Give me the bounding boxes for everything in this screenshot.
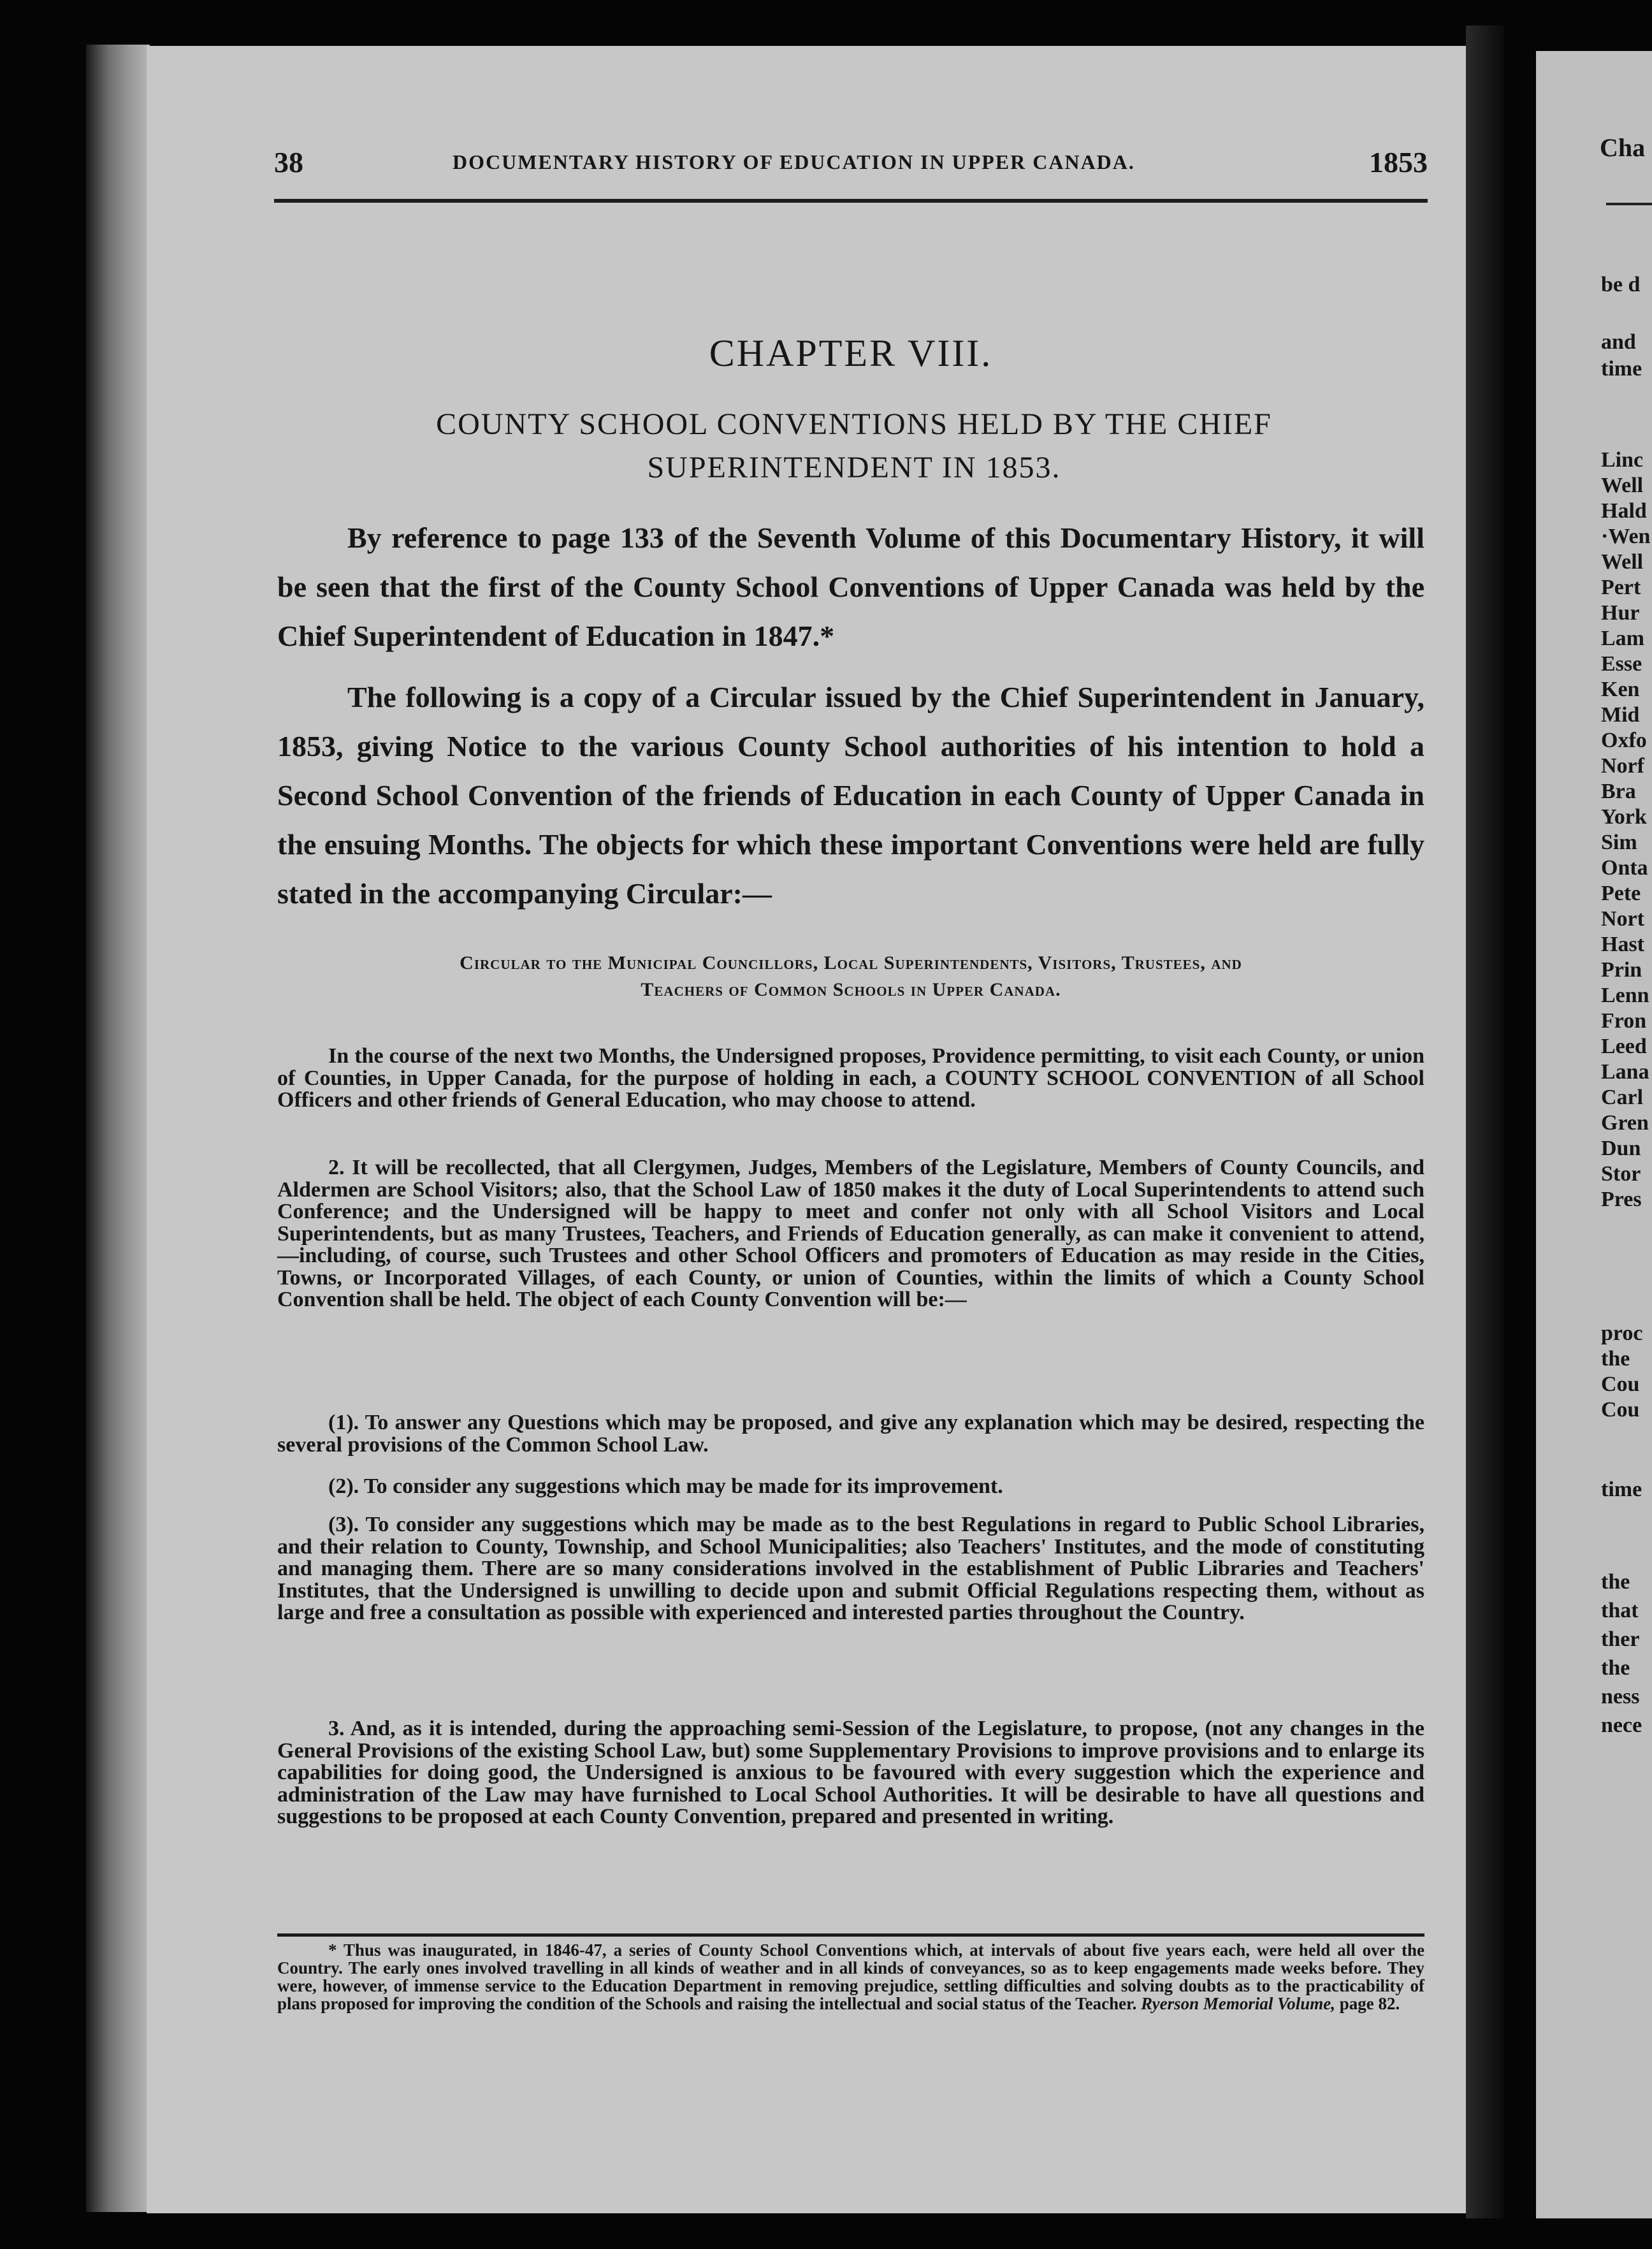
- chapter-subtitle-line: COUNTY SCHOOL CONVENTIONS HELD BY THE CHIEF: [436, 407, 1272, 441]
- chapter-title: CHAPTER VIII.: [709, 332, 993, 374]
- circular-heading-line: Teachers of Common Schools in Upper Canada.: [641, 979, 1061, 1000]
- facing-page-line: Oxfo: [1601, 729, 1647, 752]
- facing-page-line: Bra: [1601, 780, 1636, 803]
- circular-paragraph: (3). To consider any suggestions which may be made as to the best Regulations in regard to Public School Libraries, and their relation to County, Township, and School Municipalities; also Teachers' Institutes, and the mode of constituting and managing them. There are so many considerations involved in the establishment of Public Libraries and Teachers' Institutes, that the Undersigned is unwilling to decide upon and submit Official Regulations respecting them, without as large and free a consultation as possible with experienced and interested parties throughout the Country.: [277, 1513, 1424, 1624]
- facing-page-line: Carl: [1601, 1086, 1644, 1109]
- footnote-rule: [277, 1933, 1424, 1937]
- circular-heading-line: Circular to the Municipal Councillors, Local Superintendents, Visitors, Trustees, and: [460, 952, 1242, 973]
- facing-page-line: Pete: [1601, 882, 1641, 905]
- facing-page-line: nece: [1601, 1714, 1642, 1737]
- facing-page-line: Prin: [1601, 958, 1642, 982]
- running-title: DOCUMENTARY HISTORY OF EDUCATION IN UPPER CANADA.: [453, 150, 1135, 173]
- circular-heading: [274, 950, 1428, 1003]
- facing-page-line: ness: [1601, 1685, 1640, 1708]
- running-header: [274, 145, 1428, 184]
- page-edge: [86, 45, 150, 2212]
- facing-page-line: Hast: [1601, 933, 1644, 956]
- facing-page-line: Well: [1601, 474, 1644, 497]
- facing-page-line: Dun: [1601, 1137, 1641, 1160]
- circular-paragraph: In the course of the next two Months, the Undersigned proposes, Providence permitting, to visit each County, or union of Counties, in Upper Canada, for the purpose of holding in each, a COUNTY SCHOOL CONVENTION of all School Officers and other friends of General Education, who may choose to attend.: [277, 1044, 1424, 1112]
- facing-page-line: Norf: [1601, 754, 1644, 778]
- facing-page-line: time: [1601, 1478, 1642, 1501]
- facing-page-line: ther: [1601, 1627, 1640, 1651]
- facing-page-line: Leed: [1601, 1035, 1647, 1058]
- facing-page-line: Stor: [1601, 1162, 1641, 1186]
- footnote-citation: Ryerson Memorial Volume,: [1141, 1994, 1335, 2013]
- intro-paragraph: By reference to page 133 of the Seventh Volume of this Documentary History, it will be seen that the first of the County School Conventions of Upper Canada was held by the Chief Superintendent of Education in 1847.*: [277, 521, 1424, 652]
- chapter-subtitle: [319, 403, 1389, 490]
- facing-page-line: York: [1601, 805, 1647, 829]
- header-year: 1853: [1369, 146, 1428, 178]
- facing-page-line: the: [1601, 1570, 1630, 1594]
- chapter-subtitle-line: SUPERINTENDENT IN 1853.: [647, 451, 1061, 484]
- facing-page-line: Hur: [1601, 601, 1640, 625]
- facing-page-header: Cha: [1600, 133, 1646, 162]
- facing-page-line: Nort: [1601, 907, 1644, 931]
- facing-page-line: Pert: [1601, 576, 1641, 599]
- facing-page: [1536, 51, 1652, 2218]
- footnote: [277, 1941, 1424, 2012]
- facing-page-line: Well: [1601, 550, 1644, 574]
- facing-page-line: and: [1601, 330, 1636, 354]
- footnote-text: * Thus was inaugurated, in 1846-47, a series of County School Conventions which, at intervals of about five years each, were held all over the Country. The early ones involved travelling in all kinds of weather and in all kinds of conveyances, so as to keep engagements made weeks before. They were, however, of immense service to the Education Department in removing prejudice, settling difficulties and solving doubts as to the practicability of plans proposed for improving the condition of the Schools and raising the intellectual and social status of the Teacher.: [277, 1940, 1424, 2013]
- facing-page-line: Esse: [1601, 652, 1642, 676]
- facing-page-line: Sim: [1601, 831, 1637, 854]
- facing-page-line: the: [1601, 1656, 1630, 1680]
- circular-paragraph: 2. It will be recollected, that all Clergymen, Judges, Members of the Legislature, Members of County Councils, and Aldermen are School Visitors; also, that the School Law of 1850 makes it the duty of Local Superintendents to attend such Conference; and the Undersigned will be happy to meet and confer not only with all School Visitors and Local Superintendents, but as many Trustees, Teachers, and Friends of Education generally, as can make it convenient to attend,—including, of course, such Trustees and other School Officers and promoters of Education as may reside in the Cities, Towns, or Incorporated Villages, of each County, or union of Counties, within the limits of which a County School Convention shall be held. The object of each County Convention will be:—: [277, 1156, 1424, 1311]
- facing-page-line: Lam: [1601, 627, 1644, 650]
- facing-page-line: Fron: [1601, 1009, 1647, 1033]
- facing-page-line: Cou: [1601, 1372, 1640, 1396]
- page-number: 38: [274, 146, 303, 178]
- facing-page-line: be d: [1601, 273, 1641, 296]
- facing-page-line: Pres: [1601, 1188, 1642, 1211]
- facing-page-line: Linc: [1601, 448, 1644, 472]
- footnote-page-ref: page 82.: [1339, 1994, 1400, 2013]
- facing-page-line: Cou: [1601, 1398, 1640, 1422]
- facing-page-line: ·Wen: [1601, 525, 1651, 548]
- circular-paragraph: 3. And, as it is intended, during the approaching semi-Session of the Legislature, to propose, (not any changes in the General Provisions of the existing School Law, but) some Supplementary Provisions to improve provisions and to enlarge its capabilities for doing good, the Undersigned is anxious to be favoured with every suggestion which the experience and administration of the Law may have furnished to Local School Authorities. It will be desirable to have all questions and suggestions to be proposed at each County Convention, prepared and presented in writing.: [277, 1717, 1424, 1828]
- facing-page-line: Lana: [1601, 1060, 1649, 1084]
- facing-page-line: the: [1601, 1347, 1630, 1371]
- facing-page-line: Ken: [1601, 678, 1640, 701]
- facing-page-line: Gren: [1601, 1111, 1649, 1135]
- facing-page-line: Lenn: [1601, 984, 1649, 1007]
- book-gutter: [1466, 25, 1504, 2218]
- facing-page-rule: [1606, 203, 1652, 205]
- facing-page-line: Hald: [1601, 499, 1647, 523]
- facing-page-line: time: [1601, 357, 1642, 381]
- facing-page-line: that: [1601, 1599, 1639, 1622]
- circular-paragraph: (2). To consider any suggestions which may be made for its improvement.: [328, 1474, 1003, 1498]
- header-rule: [274, 199, 1428, 203]
- facing-page-line: Mid: [1601, 703, 1640, 727]
- intro-paragraph: The following is a copy of a Circular issued by the Chief Superintendent in January, 1853, giving Notice to the various County School authorities of his intention to hold a Second School Convention of the friends of Education in each County of Upper Canada in the ensuing Months. The objects for which these important Conventions were held are fully stated in the accompanying Circular:—: [277, 681, 1424, 910]
- circular-paragraph: (1). To answer any Questions which may be proposed, and give any explanation which may be desired, respecting the several provisions of the Common School Law.: [277, 1411, 1424, 1457]
- facing-page-line: Onta: [1601, 856, 1648, 880]
- facing-page-line: proc: [1601, 1321, 1643, 1345]
